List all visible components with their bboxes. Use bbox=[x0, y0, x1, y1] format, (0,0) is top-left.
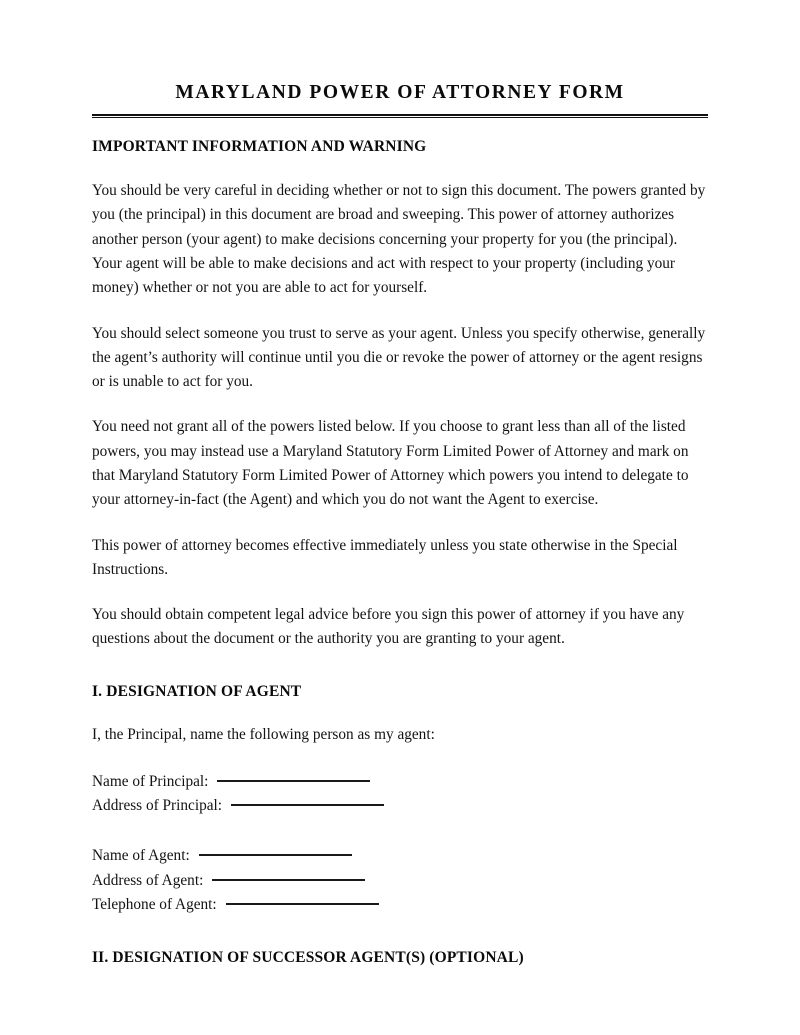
label-name-of-principal: Name of Principal: bbox=[92, 772, 209, 790]
field-row-name-of-agent bbox=[92, 844, 708, 868]
field-row-address-of-principal bbox=[92, 794, 708, 818]
label-name-of-agent: Name of Agent: bbox=[92, 847, 190, 865]
blank-name-of-agent[interactable] bbox=[199, 854, 352, 856]
page-title: MARYLAND POWER OF ATTORNEY FORM bbox=[175, 82, 625, 103]
label-address-of-agent: Address of Agent: bbox=[92, 871, 204, 889]
blank-address-of-agent[interactable] bbox=[212, 879, 365, 881]
principal-fields-group bbox=[92, 770, 708, 819]
field-row-telephone-of-agent bbox=[92, 893, 708, 917]
document-content bbox=[92, 0, 708, 968]
label-telephone-of-agent: Telephone of Agent: bbox=[92, 895, 217, 913]
blank-telephone-of-agent[interactable] bbox=[226, 903, 379, 905]
blank-name-of-principal[interactable] bbox=[217, 780, 370, 782]
warning-paragraph-4: This power of attorney becomes effective immediately unless you state otherwise in the Special Instructions. bbox=[92, 536, 678, 578]
warning-paragraph-2: You should select someone you trust to serve as your agent. Unless you specify otherwise, generally the agent’s authority will continue until you die or revoke the power of attorney or the agent resigns or is unable to act for you. bbox=[92, 324, 706, 391]
section-heading-designation-of-agent: I. DESIGNATION OF AGENT bbox=[92, 682, 302, 700]
designation-lead-in: I, the Principal, name the following person as my agent: bbox=[92, 726, 435, 744]
title-divider bbox=[92, 114, 708, 118]
warning-paragraph-3: You need not grant all of the powers listed below. If you choose to grant less than all of the listed powers, you may instead use a Maryland Statutory Form Limited Power of Attorney and mark on that Maryland Statutory Form Limited Power of Attorney which powers you intend to delegate to your attorney-in-fact (the Agent) and which you do not want the Agent to exercise. bbox=[92, 418, 689, 509]
warning-paragraph-1: You should be very careful in deciding whether or not to sign this document. The powers granted by you (the principal) in this document are broad and sweeping. This power of attorney authorizes another person (your agent) to make decisions concerning your property for you (the principal). Your agent will be able to make decisions and act with respect to your property (including your money) whether or not you are able to act for yourself. bbox=[92, 182, 706, 297]
field-row-name-of-principal bbox=[92, 770, 708, 794]
section-heading-designation-of-successor-agent: II. DESIGNATION OF SUCCESSOR AGENT(S) (OPTIONAL) bbox=[92, 949, 524, 967]
field-row-address-of-agent bbox=[92, 869, 708, 893]
agent-fields-group bbox=[92, 844, 708, 917]
warning-heading: IMPORTANT INFORMATION AND WARNING bbox=[92, 138, 427, 156]
label-address-of-principal: Address of Principal: bbox=[92, 796, 223, 814]
blank-address-of-principal[interactable] bbox=[231, 804, 384, 806]
warning-paragraph-5: You should obtain competent legal advice before you sign this power of attorney if you have any questions about the document or the authority you are granting to your agent. bbox=[92, 606, 685, 648]
